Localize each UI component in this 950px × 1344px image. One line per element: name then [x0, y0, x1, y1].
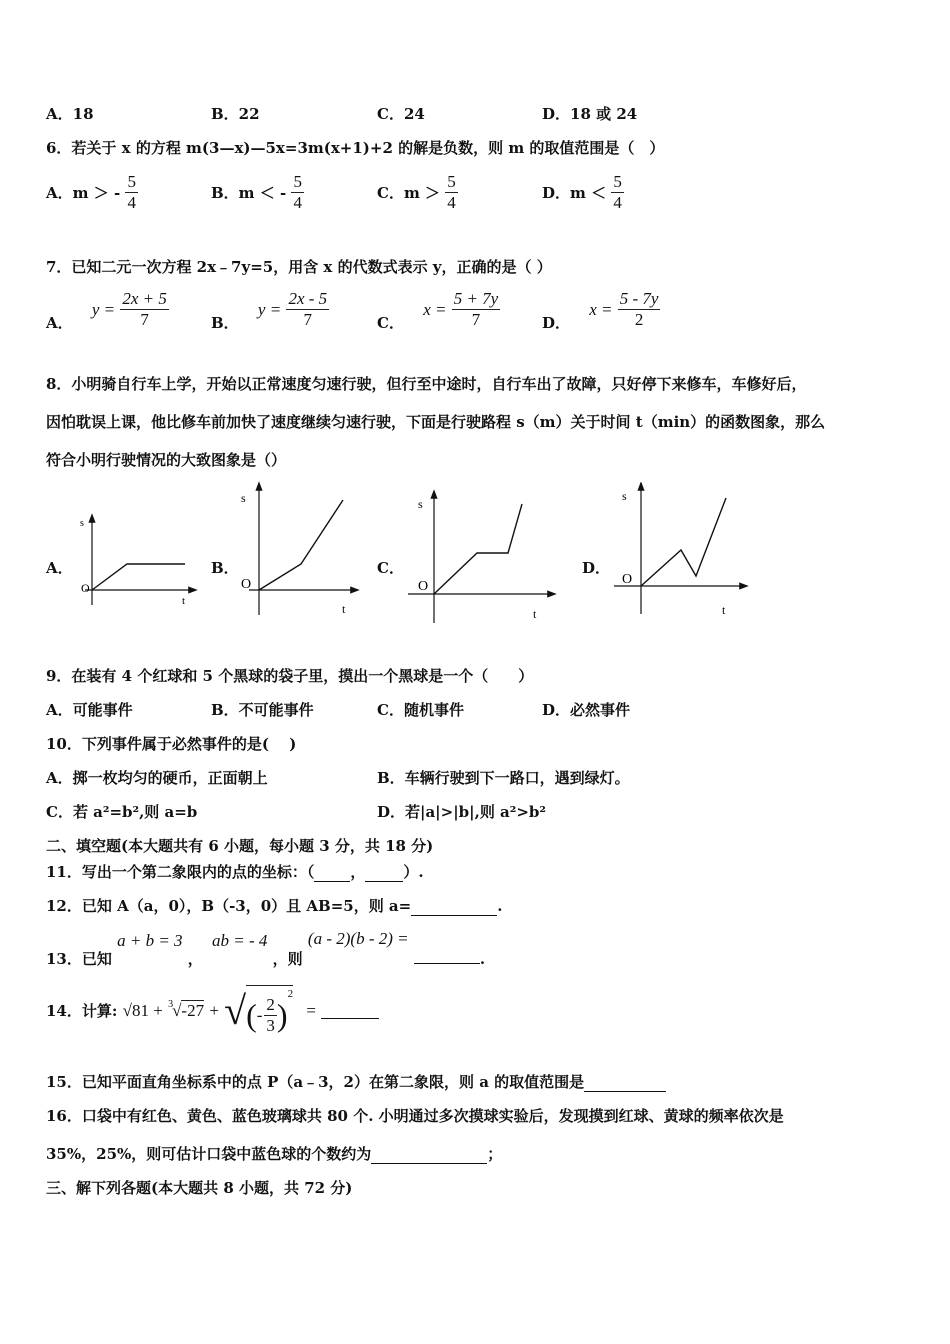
q9-option-a: A．可能事件 [46, 701, 133, 719]
graph-line [259, 500, 343, 590]
graph-b [235, 480, 360, 620]
fraction: $\frac{5}{4}$ [613, 172, 622, 212]
axis-t-label: t [182, 595, 186, 607]
answer-blank[interactable] [371, 1148, 487, 1164]
q8-line2: 因怕耽误上课，他比修车前加快了速度继续匀速行驶，下面是行驶路程 s（m）关于时间 t（min）的函数图象，那么 [46, 413, 826, 431]
axis-s-label: s [80, 518, 84, 529]
q8-label-a: A． [46, 559, 73, 577]
q15: 15．已知平面直角坐标系中的点 P（a﹣3，2）在第二象限，则 a 的取值范围是 [46, 1071, 666, 1092]
q9-option-b: B．不可能事件 [211, 701, 314, 719]
q7-option-b: B． y = $\frac{2x - 5}{7}$ [211, 289, 328, 332]
q6-stem: 6．若关于 x 的方程 m(3—x)—5x=3m(x+1)+2 的解是负数，则 m 的取值范围是（ ） [46, 139, 665, 157]
graph-a [75, 510, 200, 610]
axis-s-label: s [418, 497, 423, 511]
q10-option-c: C．若 a²=b²,则 a=b [46, 803, 198, 821]
answer-blank[interactable] [365, 866, 403, 882]
graph-c [400, 488, 560, 626]
answer-blank[interactable] [414, 948, 480, 964]
q8-label-b: B． [211, 559, 239, 577]
axis-s-label: s [622, 489, 627, 503]
q8-label-d: D． [582, 559, 611, 577]
q7-option-c: C． x = $\frac{5 + 7y}{7}$ [377, 289, 499, 332]
q5-option-d: D．18 或 24 [542, 105, 638, 123]
q8-line1: 8．小明骑自行车上学，开始以正常速度匀速行驶，但行至中途时，自行车出了故障，只好停下来修车，车修好后， [46, 375, 807, 393]
q6-option-a: A．m ＞ - $\frac{5}{4}$ [46, 172, 136, 212]
q7-option-d: D． x = $\frac{5 - 7y}{2}$ [542, 289, 659, 332]
graph-line [641, 498, 726, 586]
q10-option-d: D．若|a|>|b|,则 a²>b² [377, 803, 546, 821]
graph-d [608, 482, 750, 618]
q6-option-d: D．m ＜ $\frac{5}{4}$ [542, 172, 622, 212]
q8-line3: 符合小明行驶情况的大致图象是（） [46, 451, 287, 469]
origin-label: O [622, 572, 633, 587]
q10-option-b: B．车辆行驶到下一路口，遇到绿灯。 [377, 769, 630, 787]
q8-label-c: C． [377, 559, 404, 577]
q6-option-b: B．m ＜ - $\frac{5}{4}$ [211, 172, 302, 212]
q7-stem: 7．已知二元一次方程 2x﹣7y=5，用含 x 的代数式表示 y，正确的是（ ） [46, 258, 552, 276]
q10-option-a: A．掷一枚均匀的硬币，正面朝上 [46, 769, 268, 787]
axis-t-label: t [722, 603, 726, 617]
q7-option-a: A． y = $\frac{2x + 5}{7}$ [46, 289, 167, 332]
graph-line [92, 564, 185, 590]
axis-s-label: s [241, 491, 246, 505]
q5-option-c: C．24 [377, 105, 425, 123]
q5-option-a: A．18 [46, 105, 94, 123]
fraction: $\frac{5}{4}$ [127, 172, 136, 212]
q12: 12．已知 A（a，0），B（-3，0）且 AB=5，则 a= . [46, 897, 503, 915]
answer-blank[interactable] [411, 900, 497, 916]
answer-blank[interactable] [314, 866, 350, 882]
q9-stem: 9．在装有 4 个红球和 5 个黑球的袋子里，摸出一个黑球是一个（ ） [46, 667, 534, 685]
axis-t-label: t [342, 602, 346, 616]
origin-label: O [81, 581, 90, 595]
q13: 13．已知 a + b = 3 ， ab = - 4 ，则 (a - 2)(b - 2) = . [46, 929, 486, 968]
q14: 14．计算: √81 + 3 √-27 + √(- $\frac{2}{3}$ )$^2$ = [46, 985, 379, 1045]
section-2-heading: 二、填空题(本大题共有 6 小题，每小题 3 分，共 18 分) [46, 837, 434, 855]
q16-line1: 16．口袋中有红色、黄色、蓝色玻璃球共 80 个. 小明通过多次摸球实验后，发现摸到红球、黄球的频率依次是 [46, 1107, 784, 1125]
answer-blank[interactable] [321, 1003, 379, 1019]
fraction: $\frac{5}{4}$ [447, 172, 456, 212]
origin-label: O [418, 579, 429, 594]
graph-line [434, 504, 522, 594]
q9-option-c: C．随机事件 [377, 701, 464, 719]
q5-option-b: B．22 [211, 105, 260, 123]
q6-option-c: C．m ＞ $\frac{5}{4}$ [377, 172, 456, 212]
answer-blank[interactable] [584, 1076, 666, 1092]
fraction: $\frac{5}{4}$ [293, 172, 302, 212]
q10-stem: 10．下列事件属于必然事件的是( ) [46, 735, 297, 753]
section-3-heading: 三、解下列各题(本大题共 8 小题，共 72 分) [46, 1179, 353, 1197]
q11: 11．写出一个第二象限内的点的坐标：（ ， ）. [46, 863, 424, 881]
q9-option-d: D．必然事件 [542, 701, 631, 719]
cube-root: 3 √-27 [168, 998, 205, 1020]
origin-label: O [241, 577, 252, 592]
square-root-of-square: √(- $\frac{2}{3}$ )$^2$ [224, 985, 293, 1036]
q16-line2: 35%，25%，则可估计口袋中蓝色球的个数约为 ； [46, 1145, 503, 1163]
axis-t-label: t [533, 607, 537, 621]
